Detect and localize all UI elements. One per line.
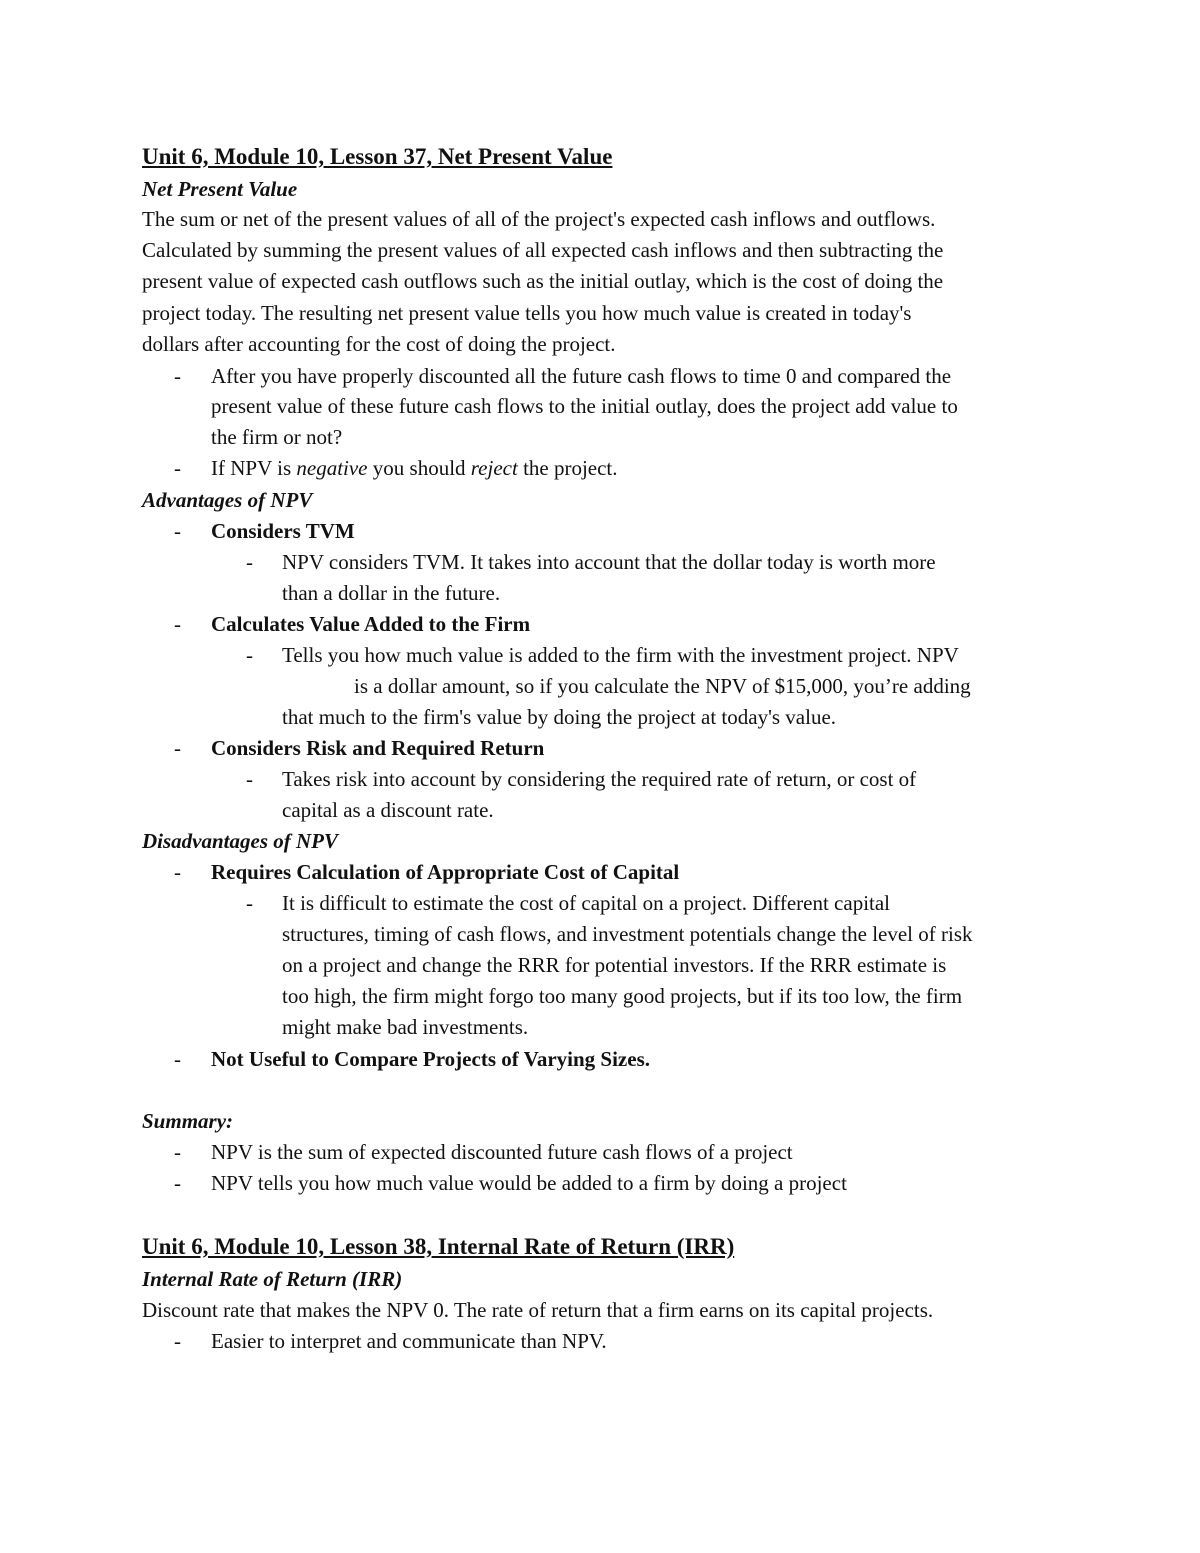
disadvantage-title: Requires Calculation of Appropriate Cost of Capital: [211, 860, 680, 884]
advantage-text-line: is a dollar amount, so if you calculate the NPV of $15,000, you’re adding: [354, 674, 971, 698]
bullet-text-line: present value of these future cash flows to the initial outlay, does the project add value to: [211, 394, 958, 418]
irr-bullet: Easier to interpret and communicate than NPV.: [211, 1329, 607, 1353]
bullet-dash: -: [174, 860, 181, 884]
reject-negative-npv-bullet: [211, 453, 618, 484]
advantage-text-line: that much to the firm's value by doing the project at today's value.: [282, 705, 837, 729]
irr-subheading: Internal Rate of Return (IRR): [142, 1267, 403, 1291]
disadvantages-subheading: Disadvantages of NPV: [142, 829, 338, 853]
summary-subheading: Summary:: [142, 1109, 234, 1133]
lesson-37-heading: Unit 6, Module 10, Lesson 37, Net Present Value: [142, 144, 613, 169]
bullet-dash: -: [174, 519, 181, 543]
advantage-title: Considers TVM: [211, 519, 355, 543]
advantage-text-line: than a dollar in the future.: [282, 581, 501, 605]
sub-bullet-dash: -: [246, 891, 253, 915]
disadvantage-text-line: structures, timing of cash flows, and investment potentials change the level of risk: [282, 922, 973, 946]
disadvantage-text-line: on a project and change the RRR for potential investors. If the RRR estimate is: [282, 953, 947, 977]
bullet-text-line: After you have properly discounted all the future cash flows to time 0 and compared the: [211, 364, 952, 388]
advantage-text-line: NPV considers TVM. It takes into account that the dollar today is worth more: [282, 550, 936, 574]
disadvantage-text-line: too high, the firm might forgo too many good projects, but if its too low, the firm: [282, 984, 963, 1008]
npv-definition-line: project today. The resulting net present value tells you how much value is created in today's: [142, 301, 912, 325]
bullet-dash: -: [174, 612, 181, 636]
summary-item: NPV is the sum of expected discounted future cash flows of a project: [211, 1140, 793, 1164]
irr-definition: Discount rate that makes the NPV 0. The rate of return that a firm earns on its capital projects.: [142, 1298, 934, 1322]
emphasis-negative: negative: [296, 456, 368, 480]
bullet-text-part: the project.: [517, 456, 618, 480]
advantage-title: Considers Risk and Required Return: [211, 736, 545, 760]
emphasis-reject: reject: [470, 456, 518, 480]
bullet-text-line: the firm or not?: [211, 425, 343, 449]
advantage-title: Calculates Value Added to the Firm: [211, 612, 531, 636]
npv-definition-line: present value of expected cash outflows such as the initial outlay, which is the cost of doing the: [142, 269, 944, 293]
bullet-dash: -: [174, 1140, 181, 1164]
advantage-text-line: capital as a discount rate.: [282, 798, 494, 822]
bullet-dash: -: [174, 456, 181, 480]
sub-bullet-dash: -: [246, 643, 253, 667]
npv-definition-line: Calculated by summing the present values of all expected cash inflows and then subtracting the: [142, 238, 944, 262]
disadvantage-title: Not Useful to Compare Projects of Varying Sizes.: [211, 1047, 651, 1071]
summary-item: NPV tells you how much value would be added to a firm by doing a project: [211, 1171, 847, 1195]
bullet-dash: -: [174, 1171, 181, 1195]
disadvantage-text-line: It is difficult to estimate the cost of capital on a project. Different capital: [282, 891, 891, 915]
lesson-38-heading: Unit 6, Module 10, Lesson 38, Internal Rate of Return (IRR): [142, 1234, 735, 1259]
bullet-text-part: If NPV is: [211, 456, 297, 480]
npv-subheading: Net Present Value: [142, 177, 298, 201]
advantage-text-line: Tells you how much value is added to the firm with the investment project. NPV: [282, 643, 959, 667]
bullet-text-part: you should: [367, 456, 471, 480]
bullet-dash: -: [174, 1047, 181, 1071]
disadvantage-text-line: might make bad investments.: [282, 1015, 529, 1039]
sub-bullet-dash: -: [246, 550, 253, 574]
advantages-subheading: Advantages of NPV: [142, 488, 313, 512]
bullet-dash: -: [174, 364, 181, 388]
advantage-text-line: Takes risk into account by considering the required rate of return, or cost of: [282, 767, 917, 791]
bullet-dash: -: [174, 1329, 181, 1353]
sub-bullet-dash: -: [246, 767, 253, 791]
bullet-dash: -: [174, 736, 181, 760]
npv-definition-line: The sum or net of the present values of all of the project's expected cash inflows and outflows.: [142, 207, 936, 231]
npv-definition-line: dollars after accounting for the cost of doing the project.: [142, 332, 616, 356]
